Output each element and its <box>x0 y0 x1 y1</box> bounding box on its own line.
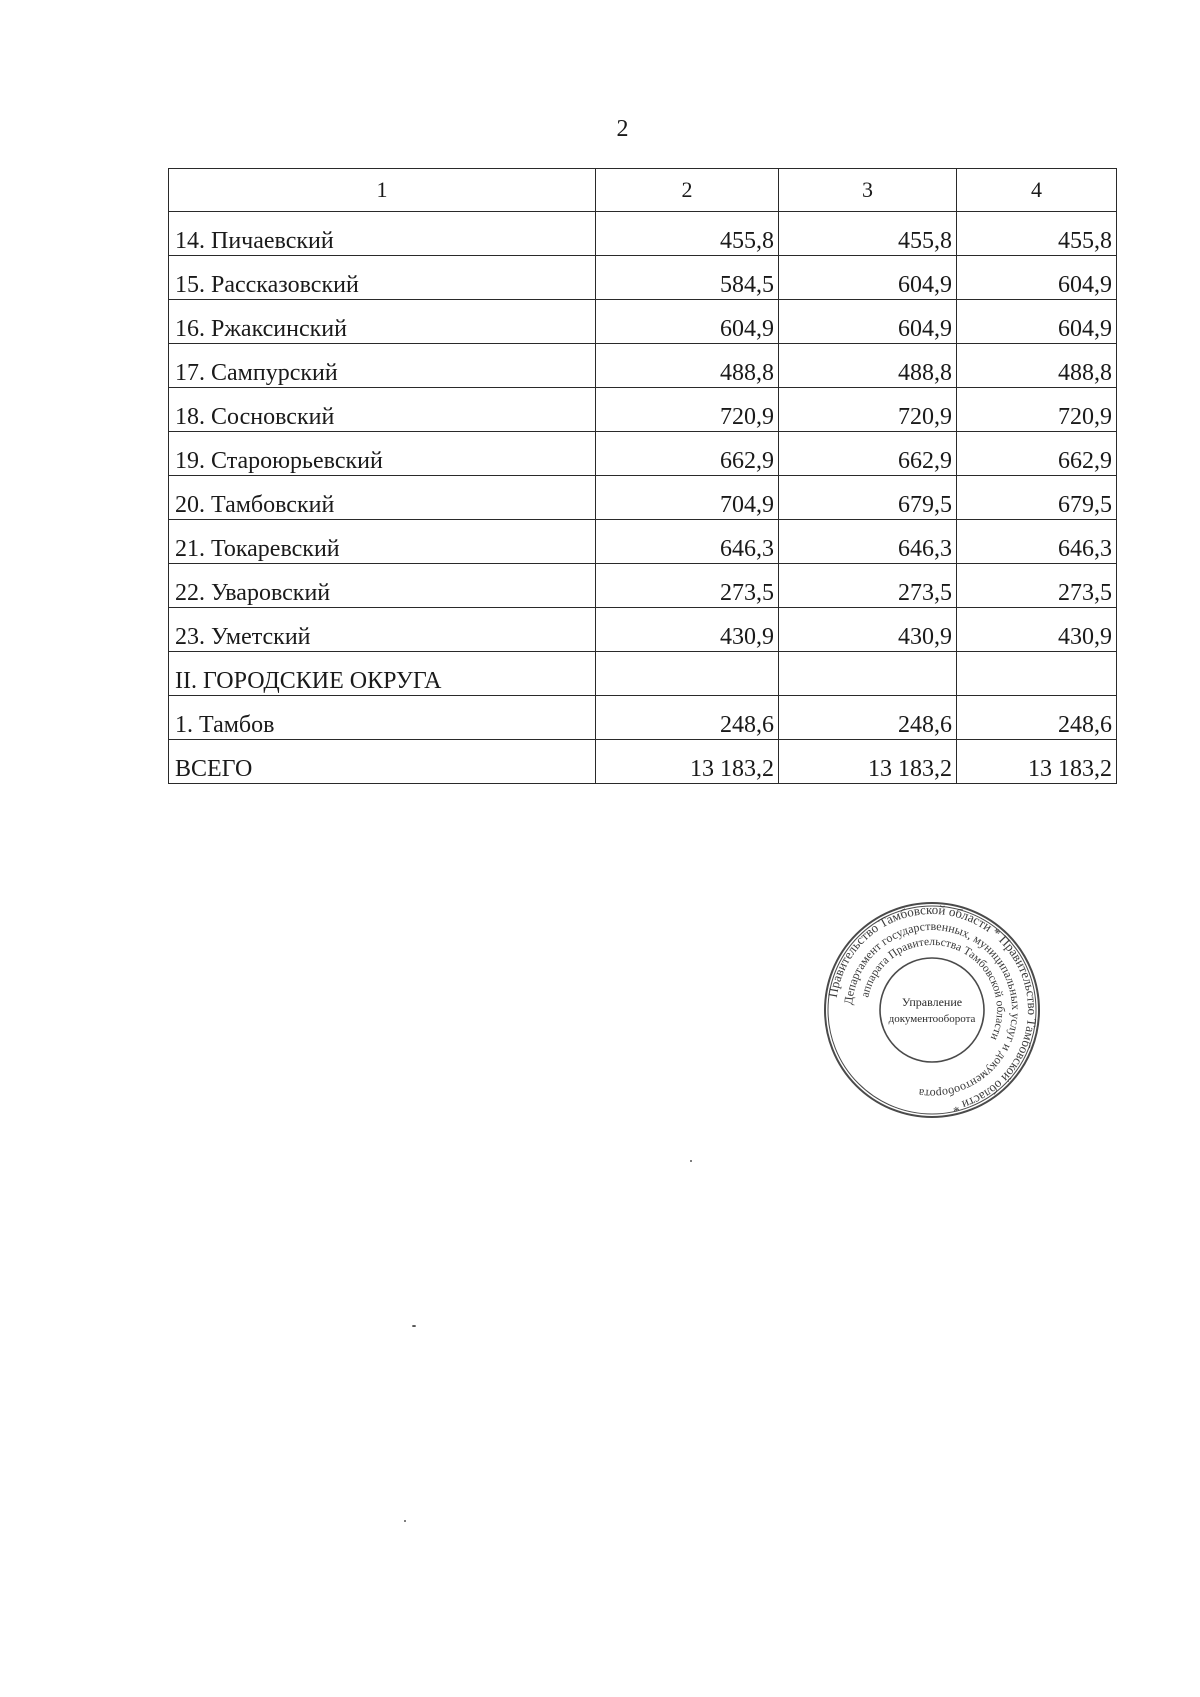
district-name: 15. Рассказовский <box>169 256 596 300</box>
value-col-2: 273,5 <box>596 564 779 608</box>
value-col-3: 248,6 <box>779 696 957 740</box>
district-name: 1. Тамбов <box>169 696 596 740</box>
district-name: 17. Сампурский <box>169 344 596 388</box>
table-row <box>169 344 1117 388</box>
value-col-4: 430,9 <box>957 608 1117 652</box>
value-col-4: 273,5 <box>957 564 1117 608</box>
table-row <box>169 652 1117 696</box>
value-col-4: 604,9 <box>957 256 1117 300</box>
value-col-3: 720,9 <box>779 388 957 432</box>
value-col-3: 604,9 <box>779 300 957 344</box>
seal-inner-ring-text: аппарата Правительства Тамбовской области <box>859 935 1007 1042</box>
district-name: 16. Ржаксинский <box>169 300 596 344</box>
value-col-2: 455,8 <box>596 212 779 256</box>
value-col-2: 488,8 <box>596 344 779 388</box>
table-row <box>169 520 1117 564</box>
column-header-4: 4 <box>957 169 1117 212</box>
value-col-3: 273,5 <box>779 564 957 608</box>
value-col-2: 720,9 <box>596 388 779 432</box>
official-seal-stamp <box>822 900 1042 1120</box>
value-col-2: 604,9 <box>596 300 779 344</box>
value-col-3: 455,8 <box>779 212 957 256</box>
value-col-2 <box>596 652 779 696</box>
value-col-4: 488,8 <box>957 344 1117 388</box>
seal-middle-ring-text: Департамент государственных, муниципальных услуг и документооборота <box>841 918 1024 1102</box>
table-header-row <box>169 169 1117 212</box>
scan-speck <box>412 1325 416 1327</box>
page-number: 2 <box>616 116 629 142</box>
total-col-2: 13 183,2 <box>596 740 779 784</box>
table-row <box>169 256 1117 300</box>
table-row <box>169 432 1117 476</box>
section-heading: II. ГОРОДСКИЕ ОКРУГА <box>169 652 596 696</box>
seal-center-line1: Управление <box>901 995 963 1009</box>
table-row <box>169 300 1117 344</box>
value-col-2: 430,9 <box>596 608 779 652</box>
seal-outer-ring-text: Правительство Тамбовской области * Правительство Тамбовской области * <box>824 901 1041 1116</box>
total-row <box>169 740 1117 784</box>
value-col-2: 248,6 <box>596 696 779 740</box>
table-row <box>169 696 1117 740</box>
value-col-4: 604,9 <box>957 300 1117 344</box>
value-col-4: 720,9 <box>957 388 1117 432</box>
value-col-4: 455,8 <box>957 212 1117 256</box>
value-col-4: 248,6 <box>957 696 1117 740</box>
district-name: 23. Уметский <box>169 608 596 652</box>
column-header-3: 3 <box>779 169 957 212</box>
value-col-4 <box>957 652 1117 696</box>
table-row <box>169 388 1117 432</box>
total-col-3: 13 183,2 <box>779 740 957 784</box>
district-name: 22. Уваровский <box>169 564 596 608</box>
table-row <box>169 476 1117 520</box>
value-col-2: 584,5 <box>596 256 779 300</box>
value-col-4: 679,5 <box>957 476 1117 520</box>
district-name: 21. Токаревский <box>169 520 596 564</box>
value-col-3: 488,8 <box>779 344 957 388</box>
seal-center-circle <box>880 958 984 1062</box>
total-label: ВСЕГО <box>169 740 596 784</box>
value-col-2: 646,3 <box>596 520 779 564</box>
value-col-3: 679,5 <box>779 476 957 520</box>
value-col-3 <box>779 652 957 696</box>
column-header-1: 1 <box>169 169 596 212</box>
district-name: 20. Тамбовский <box>169 476 596 520</box>
total-col-4: 13 183,2 <box>957 740 1117 784</box>
column-header-2: 2 <box>596 169 779 212</box>
district-name: 19. Староюрьевский <box>169 432 596 476</box>
value-col-3: 646,3 <box>779 520 957 564</box>
value-col-3: 430,9 <box>779 608 957 652</box>
value-col-2: 662,9 <box>596 432 779 476</box>
value-col-2: 704,9 <box>596 476 779 520</box>
scan-speck <box>690 1160 692 1162</box>
value-col-3: 662,9 <box>779 432 957 476</box>
seal-center-line2: документооборота <box>888 1013 976 1025</box>
district-name: 18. Сосновский <box>169 388 596 432</box>
scan-speck <box>404 1520 406 1522</box>
table-row <box>169 564 1117 608</box>
value-col-4: 646,3 <box>957 520 1117 564</box>
district-name: 14. Пичаевский <box>169 212 596 256</box>
value-col-3: 604,9 <box>779 256 957 300</box>
table-row <box>169 608 1117 652</box>
allocation-table <box>168 168 1117 784</box>
value-col-4: 662,9 <box>957 432 1117 476</box>
table-row <box>169 212 1117 256</box>
